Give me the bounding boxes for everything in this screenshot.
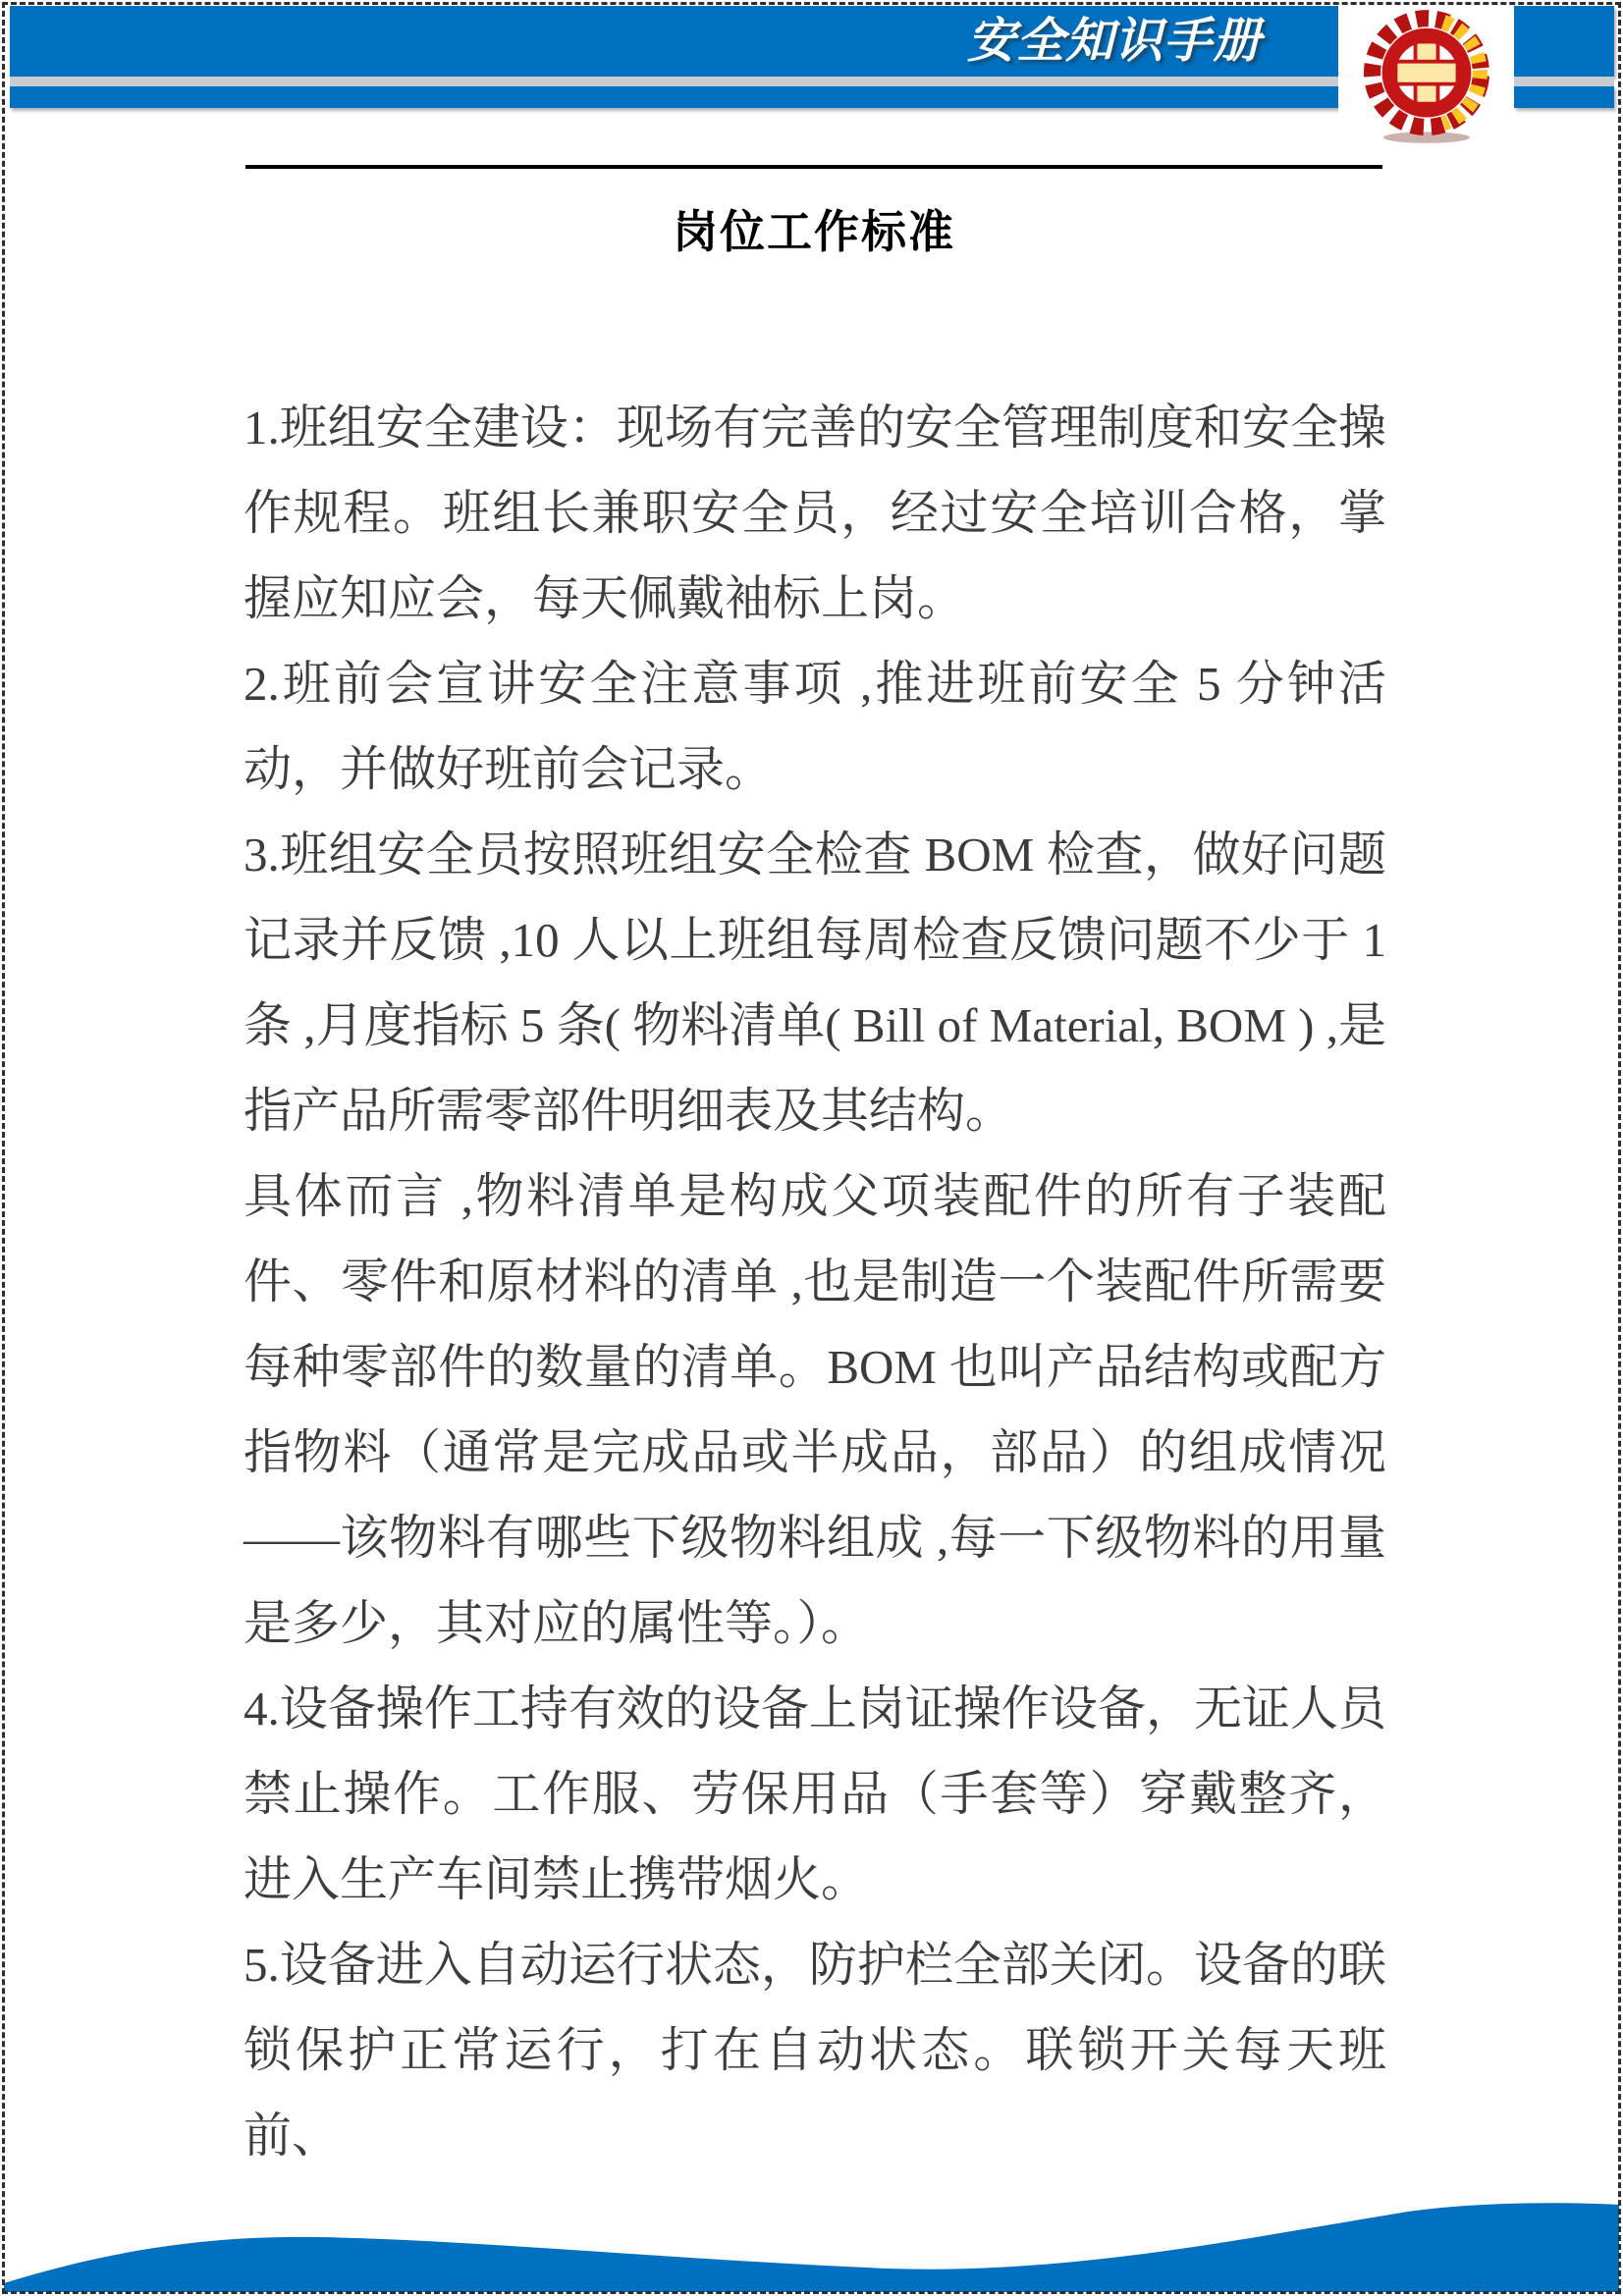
badge-box bbox=[1338, 3, 1514, 150]
header-bar-lower-right bbox=[1514, 86, 1614, 108]
header-separator-right bbox=[1514, 77, 1614, 86]
paragraph: 5.设备进入自动运行状态，防护栏全部关闭。设备的联锁保护正常运行，打在自动状态。联锁开关每天班前、 bbox=[243, 1938, 1386, 2163]
footer-wave-shape bbox=[4, 2143, 1619, 2292]
paragraph: 3.班组安全员按照班组安全检查 BOM 检查，做好问题记录并反馈 ,10 人以上班组每周检查反馈问题不少于 1 条 ,月度指标 5 条( 物料清单( Bill of Material, BOM ) ,是指产品所需零部件明细表及其结构。 bbox=[243, 828, 1386, 1138]
document-body bbox=[243, 385, 1386, 2178]
paragraph: 1.班组安全建设：现场有完善的安全管理制度和安全操作规程。班组长兼职安全员，经过安全培训合格，掌握应知应会，每天佩戴袖标上岗。 bbox=[243, 400, 1386, 625]
header-separator bbox=[10, 77, 1339, 86]
banner-title: 安全知识手册 bbox=[966, 15, 1262, 68]
page-title: 岗位工作标准 bbox=[673, 206, 955, 257]
work-safety-emblem-icon bbox=[1342, 3, 1511, 153]
paragraph: 4.设备操作工持有效的设备上岗证操作设备，无证人员禁止操作。工作服、劳保用品（手套等）穿戴整齐，进入生产车间禁止携带烟火。 bbox=[243, 1682, 1386, 1906]
header-bar-top-right bbox=[1514, 6, 1614, 77]
title-rule bbox=[245, 165, 1382, 169]
paragraph: 2.班前会宣讲安全注意事项 ,推进班前安全 5 分钟活动，并做好班前会记录。 bbox=[243, 657, 1386, 796]
paragraph: 具体而言 ,物料清单是构成父项装配件的所有子装配件、零件和原材料的清单 ,也是制造一个装配件所需要每种零部件的数量的清单。BOM 也叫产品结构或配方指物料（通常是完成品或半成品，部品）的组成情况——该物料有哪些下级物料组成 ,每一下级物料的用量是多少，其对应的属性等。）。 bbox=[243, 1169, 1386, 1650]
header-bar-lower bbox=[10, 86, 1339, 108]
